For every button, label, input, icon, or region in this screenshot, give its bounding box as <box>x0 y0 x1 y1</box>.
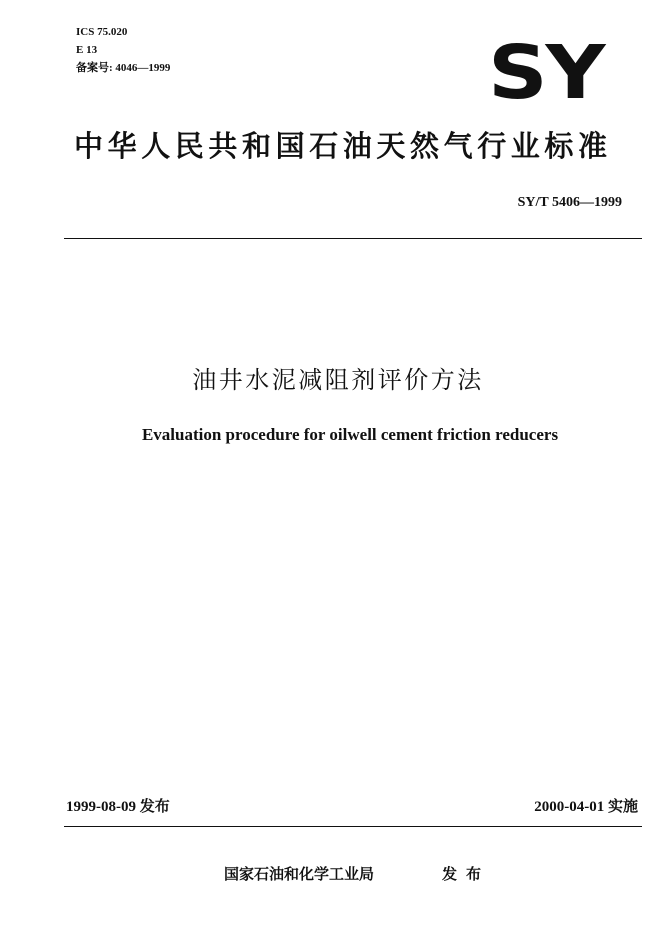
implementation-date: 2000-04-01 实施 <box>534 799 638 815</box>
ics-code: ICS 75.020 <box>76 26 128 38</box>
bottom-divider <box>64 826 642 827</box>
standard-number: SY/T 5406—1999 <box>517 195 622 210</box>
top-divider <box>64 238 642 239</box>
standard-type-heading: 中华人民共和国石油天然气行业标准 <box>74 129 612 163</box>
document-title-english: Evaluation procedure for oilwell cement friction reducers <box>141 425 559 444</box>
publisher-name: 国家石油和化学工业局 <box>224 865 375 883</box>
issue-date: 1999-08-09 发布 <box>66 799 170 815</box>
classification-code: E 13 <box>76 44 98 56</box>
registration-number: 备案号: 4046—1999 <box>76 62 171 74</box>
sy-logo: SY <box>488 30 604 116</box>
publish-label: 发布 <box>442 865 491 883</box>
document-title-chinese: 油井水泥减阻剂评价方法 <box>192 366 484 394</box>
